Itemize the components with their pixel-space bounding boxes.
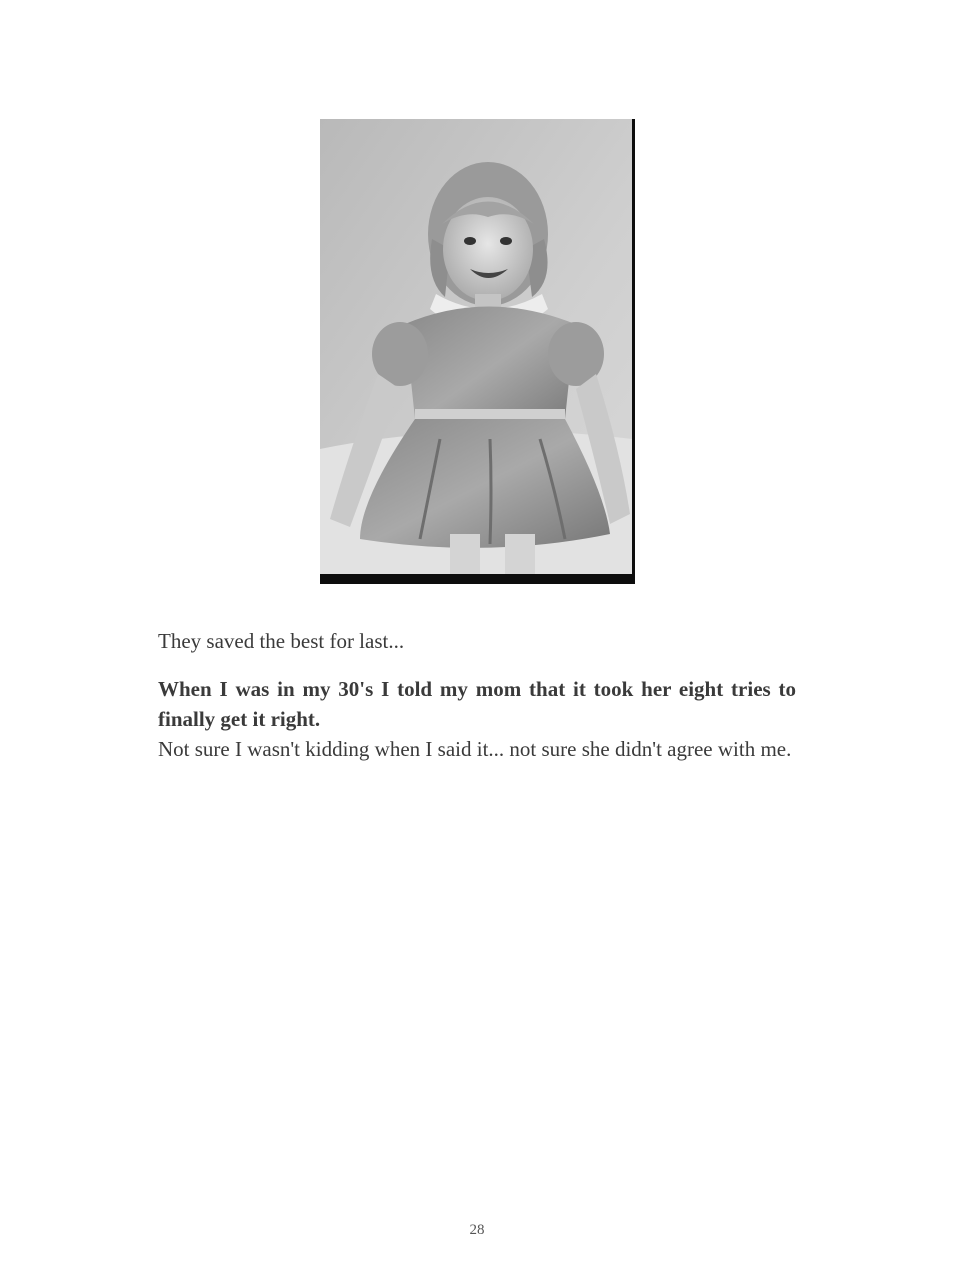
page-number: 28 bbox=[469, 1222, 485, 1238]
story-bold-text: When I was in my 30's I told my mom that it took her eight tries to finally get it right. bbox=[158, 677, 796, 731]
portrait-photo-image bbox=[320, 119, 632, 574]
photo-caption: They saved the best for last... bbox=[158, 629, 405, 653]
story-text bbox=[158, 674, 796, 764]
portrait-photo bbox=[320, 119, 635, 584]
story-normal-text: Not sure I wasn't kidding when I said it... not sure she didn't agree with me. bbox=[158, 737, 792, 761]
